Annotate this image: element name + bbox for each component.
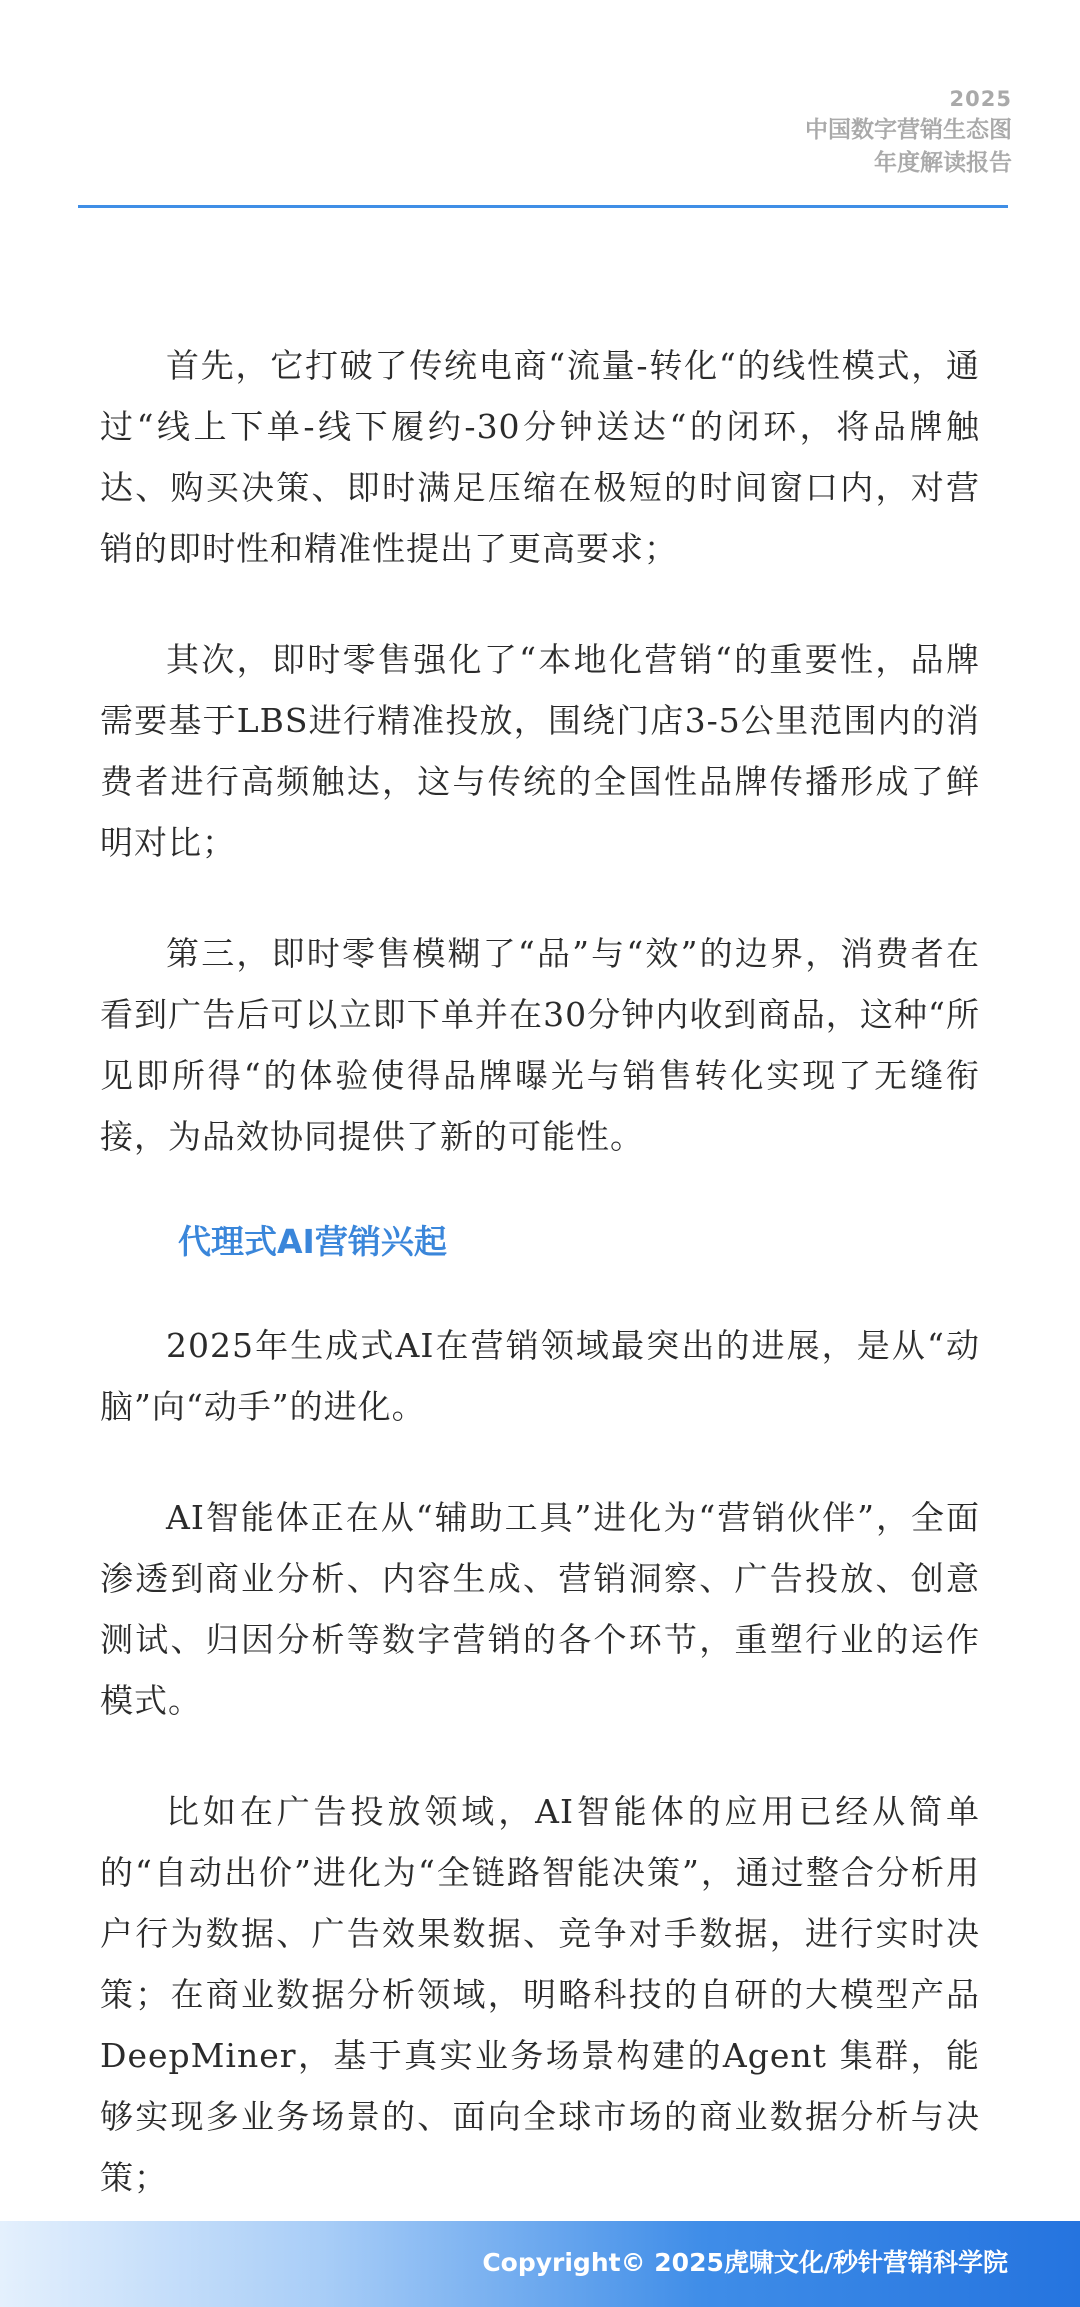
footer-bar <box>0 2221 1080 2307</box>
paragraph-ad-example: 比如在广告投放领域，AI智能体的应用已经从简单的“自动出价”进化为“全链路智能决策”，通过整合分析用户行为数据、广告效果数据、竞争对手数据，进行实时决策；在商业数据分析领域，明略科技的自研的大模型产品DeepMiner，基于真实业务场景构建的Agent 集群，能够实现多业务场景的、面向全球市场的商业数据分析与决策； <box>100 1792 980 2197</box>
article-body <box>100 335 980 2258</box>
copyright-text: Copyright© 2025虎啸文化/秒针营销科学院 <box>482 2248 1008 2277</box>
paragraph-first: 首先，它打破了传统电商“流量-转化“的线性模式，通过“线上下单-线下履约-30分钟送达“的闭环，将品牌触达、购买决策、即时满足压缩在极短的时间窗口内，对营销的即时性和精准性提出了更高要求； <box>100 346 980 568</box>
paragraph-ai-agent: AI智能体正在从“辅助工具”进化为“营销伙伴”，全面渗透到商业分析、内容生成、营销洞察、广告投放、创意测试、归因分析等数字营销的各个环节，重塑行业的运作模式。 <box>100 1498 980 1720</box>
header-divider <box>78 205 1008 208</box>
report-title-line-2: 年度解读报告 <box>874 150 1012 176</box>
report-year: 2025 <box>949 87 1012 111</box>
paragraph-third: 第三，即时零售模糊了“品”与“效”的边界，消费者在看到广告后可以立即下单并在30分钟内收到商品，这种“所见即所得“的体验使得品牌曝光与销售转化实现了无缝衔接，为品效协同提供了新的可能性。 <box>100 934 980 1156</box>
report-header <box>805 84 1012 180</box>
paragraph-ai-progress: 2025年生成式AI在营销领域最突出的进展，是从“动脑”向“动手”的进化。 <box>100 1326 980 1426</box>
report-title-line-1: 中国数字营销生态图 <box>805 117 1012 143</box>
paragraph-second: 其次，即时零售强化了“本地化营销“的重要性，品牌需要基于LBS进行精准投放，围绕门店3-5公里范围内的消费者进行高频触达，这与传统的全国性品牌传播形成了鲜明对比； <box>100 640 980 862</box>
section-heading: 代理式AI营销兴起 <box>178 1222 447 1261</box>
